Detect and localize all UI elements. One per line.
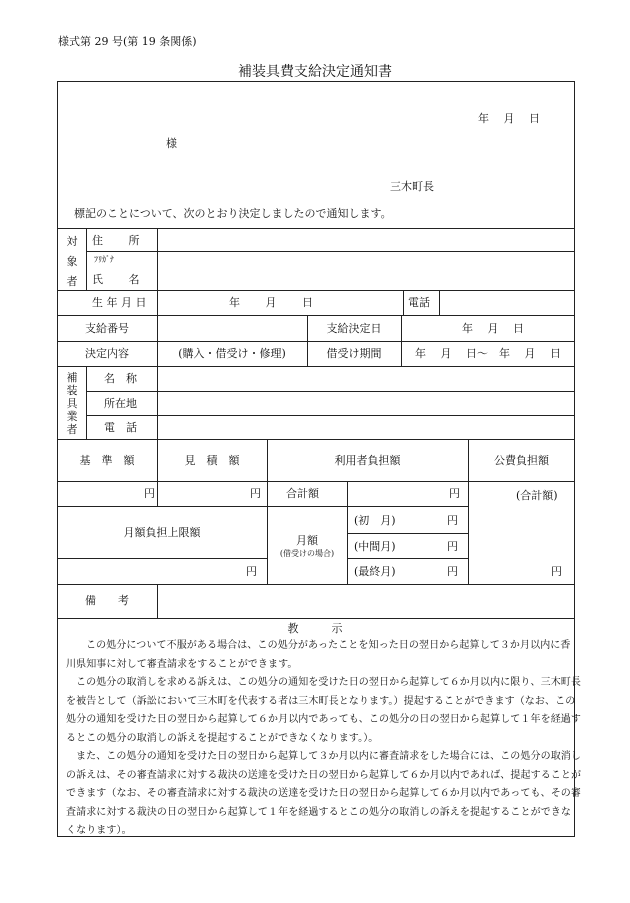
rule: [347, 558, 468, 559]
rule: [86, 366, 87, 439]
total-label: 合計額: [286, 487, 319, 500]
rule: [347, 481, 348, 584]
rule: [57, 366, 575, 367]
rule: [57, 584, 575, 585]
instruction-title: 教 示: [287, 622, 343, 635]
rule: [86, 228, 87, 290]
remarks-label: 備 考: [85, 594, 129, 607]
form-number: 様式第 29 号(第 19 条関係): [58, 35, 197, 48]
instruction-line: を被告として（訴訟において三木町を代表する者は三木町長となります。）提起することができます（なお、この: [66, 695, 576, 707]
vendor-location-label: 所在地: [104, 397, 137, 410]
last-month-yen: 円: [447, 565, 458, 578]
rule: [57, 618, 575, 619]
notice-date: 年 月 日: [478, 112, 540, 125]
rule: [157, 584, 158, 618]
rule: [57, 228, 575, 229]
monthly-note: (借受けの場合): [279, 549, 335, 558]
decision-date-value: 年 月 日: [462, 322, 524, 335]
issuer: 三木町長: [390, 180, 434, 193]
public-burden-label: 公費負担額: [494, 454, 549, 467]
rule: [57, 315, 575, 316]
payment-number-label: 支給番号: [85, 322, 129, 335]
rule: [57, 341, 575, 342]
rental-period-label: 借受け期間: [326, 347, 382, 360]
public-total-label: (合計額): [516, 489, 558, 502]
rule: [157, 228, 158, 366]
monthly-label: 月額: [296, 534, 318, 547]
addressee-suffix: 様: [166, 137, 177, 150]
rule: [57, 290, 575, 291]
instruction-line: また、この処分の通知を受けた日の翌日から起算して３か月以内に審査請求をした場合には、この処分の取消し: [76, 751, 581, 762]
middle-month-label: (中間月): [354, 540, 396, 553]
monthly-cap-label: 月額負担上限額: [123, 526, 201, 539]
address-label: 住 所: [92, 234, 140, 247]
rental-period-value: 年 月 日～ 年 月 日: [415, 347, 561, 360]
furigana-label: ﾌﾘｶﾞﾅ: [94, 255, 114, 264]
instruction-line: できます（なお、その審査請求に対する裁決の送達を受けた日の翌日から起算して６か月以内であっても、その審: [66, 788, 581, 799]
instruction-line: この処分の取消しを求める訴えは、この処分の通知を受けた日の翌日から起算して６か月以内に限り、三木町長: [76, 677, 581, 688]
decision-date-label: 支給決定日: [326, 322, 382, 335]
rule: [57, 439, 575, 440]
birthdate-label: 生 年 月 日: [92, 296, 147, 309]
instruction-line: 査請求に対する裁決の日の翌日から起算して１年を経過するとこの処分の取消しの訴えを提起することができな: [66, 806, 571, 818]
rule: [86, 391, 575, 392]
vendor-name-label: 名 称: [104, 372, 137, 385]
standard-yen: 円: [144, 487, 155, 500]
rule: [86, 251, 575, 252]
phone-label: 電話: [408, 296, 430, 309]
vendor-group-label: 補 装 具 業 者: [66, 371, 78, 436]
rule: [57, 506, 468, 507]
public-burden-yen: 円: [551, 565, 562, 578]
standard-amount-label: 基 準 額: [79, 454, 135, 467]
rule: [347, 533, 468, 534]
middle-month-yen: 円: [447, 540, 458, 553]
vendor-phone-label: 電 話: [104, 421, 137, 434]
intro-text: 標記のことについて、次のとおり決定しましたので通知します。: [74, 207, 392, 220]
estimate-amount-label: 見 積 額: [184, 454, 240, 467]
first-month-label: (初 月): [354, 514, 396, 527]
applicant-group-label: 対 象 者: [66, 235, 78, 288]
instruction-paragraph-1: [66, 637, 582, 841]
birthdate-value: 年 月 日: [229, 296, 313, 309]
monthly-cap-yen: 円: [246, 565, 257, 578]
instruction-line: るとこの処分の取消しの訴えを提起することができなくなります。）。: [66, 732, 379, 744]
name-label: 氏 名: [92, 273, 140, 286]
last-month-label: (最終月): [354, 565, 396, 578]
decision-content-label: 決定内容: [85, 347, 129, 360]
rule: [57, 558, 267, 559]
instruction-line: くなります）。: [66, 825, 132, 836]
rule: [157, 366, 158, 439]
rule: [57, 481, 575, 482]
estimate-yen: 円: [250, 487, 261, 500]
user-burden-label: 利用者負担額: [334, 454, 401, 467]
instruction-line: この処分について不服がある場合は、この処分があったことを知った日の翌日から起算して３か月以内に香: [86, 640, 571, 651]
form-title: 補装具費支給決定通知書: [238, 64, 392, 80]
rule: [403, 290, 404, 315]
instruction-line: の訴えは、その審査請求に対する裁決の送達を受けた日の翌日から起算して６か月以内であれば、提起することが: [66, 769, 582, 781]
instruction-line: 処分の通知を受けた日の翌日から起算して６か月以内であっても、この処分の日の翌日から起算して１年を経過す: [66, 714, 581, 725]
rule: [439, 290, 440, 315]
rule: [157, 439, 158, 506]
rule: [86, 415, 575, 416]
decision-content-value: (購入・借受け・修理): [178, 347, 286, 360]
first-month-yen: 円: [447, 514, 458, 527]
instruction-line: 川県知事に対して審査請求をすることができます。: [66, 658, 298, 670]
total-yen: 円: [449, 487, 460, 500]
